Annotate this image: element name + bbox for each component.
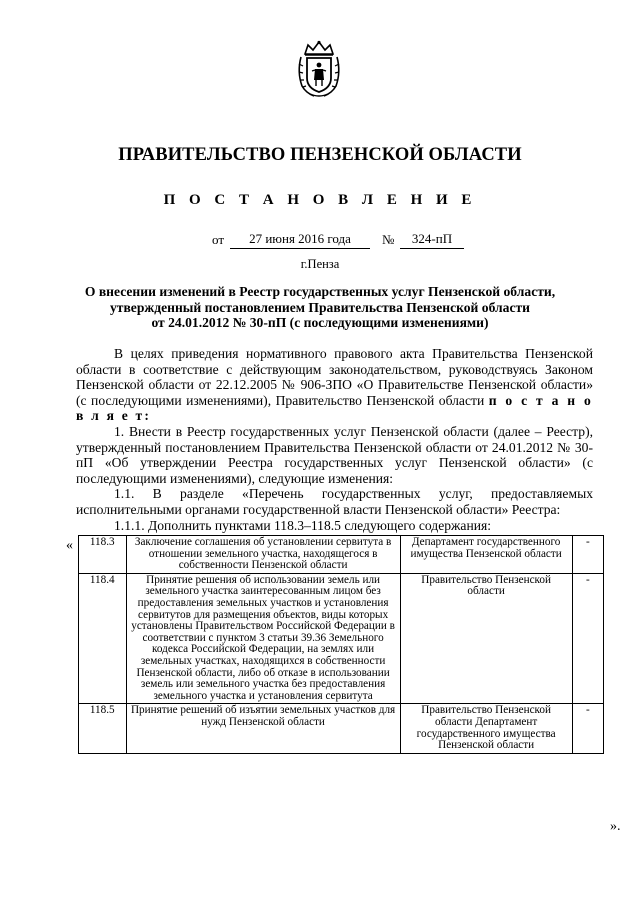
responsible-organ: Департамент государственного имущества Пензенской области: [400, 536, 572, 574]
preamble-paragraph: [76, 346, 593, 424]
document-type: П О С Т А Н О В Л Е Н И Е: [163, 192, 477, 208]
table-quote-open: «: [66, 538, 73, 553]
row-mark: -: [572, 573, 603, 704]
table-quote-close: ».: [610, 819, 621, 834]
service-name: Принятие решения об использовании земель или земельного участка заинтересованным лицом без предоставления земельных участков и установления сервитутов для размещения объектов, виды которых установлены Правительством Российской Федерации в соответствии с пунктом 3 статьи 39.36 Земельного кодекса Российской Федерации, на землях или земельных участках, находящихся в собственности Пензенской области, либо об отказе в использовании земель или земельного участка без предоставления земельного участка и установления сервитута: [126, 573, 400, 704]
item-1-paragraph: 1. Внести в Реестр государственных услуг Пензенской области (далее – Реестр), утвержденный постановлением Правительства Пензенской области от 24.01.2012 № 30-пП «Об утверждении Реестра государственных услуг Пензенской области» (с последующими изменениями), следующие изменения:: [76, 423, 593, 486]
date-number-line: [212, 232, 472, 250]
heading-line-1: О внесении изменений в Реестр государственных услуг Пензенской области,: [84, 284, 556, 299]
document-body: [76, 346, 593, 533]
government-title: ПРАВИТЕЛЬСТВО ПЕНЗЕНСКОЙ ОБЛАСТИ: [118, 145, 522, 165]
heading-line-2: утвержденный постановлением Правительства Пензенской области: [109, 299, 531, 315]
table-row: [79, 573, 604, 704]
service-name: Заключение соглашения об установлении сервитута в отношении земельного участка, находящегося в собственности Пензенской области: [126, 536, 400, 574]
responsible-organ: Правительство Пензенской области Департамент государственного имущества Пензенской области: [400, 704, 572, 753]
table-row: [79, 536, 604, 574]
service-name: Принятие решений об изъятии земельных участков для нужд Пензенской области: [126, 704, 400, 753]
date-prefix: от: [212, 232, 225, 247]
city-label: г.Пенза: [300, 257, 340, 271]
row-number: 118.3: [79, 536, 127, 574]
row-mark: -: [572, 704, 603, 753]
number-value: 324-пП: [400, 232, 464, 249]
number-prefix: №: [382, 232, 395, 247]
item-1-1-paragraph: 1.1. В разделе «Перечень государственных услуг, предоставляемых исполнительными органами государственной власти Пензенской области» Реестра:: [76, 486, 593, 517]
row-number: 118.5: [79, 704, 127, 753]
document-heading: [70, 284, 570, 331]
services-table: [78, 535, 604, 754]
preamble-text: В целях приведения нормативного правового акта Правительства Пензенской области в соответствие с действующим законодательством, руководствуясь Законом Пензенской области от 22.12.2005 № 906-ЗПО «О Правительстве Пензенской области» (с последующими изменениями), Правительство Пензенской области: [76, 346, 593, 408]
item-1-1-1-paragraph: 1.1.1. Дополнить пунктами 118.3–118.5 следующего содержания:: [114, 517, 492, 533]
resolves-word: п о с т а н о в л я е т:: [76, 392, 593, 424]
table-row: [79, 704, 604, 753]
row-number: 118.4: [79, 573, 127, 704]
coat-of-arms-emblem: [296, 40, 342, 98]
responsible-organ: Правительство Пензенской области: [400, 573, 572, 704]
heading-line-3: от 24.01.2012 № 30-пП (с последующими изменениями): [151, 315, 489, 330]
date-value: 27 июня 2016 года: [230, 232, 370, 249]
row-mark: -: [572, 536, 603, 574]
